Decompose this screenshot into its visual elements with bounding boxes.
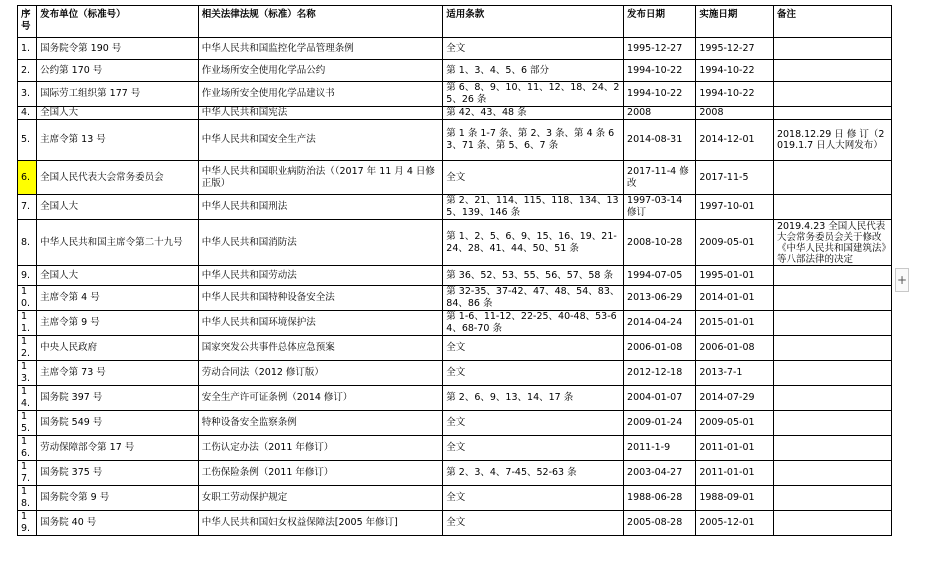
cell-note — [773, 486, 891, 511]
table-row — [18, 361, 892, 386]
cell-index: 4. — [18, 107, 37, 120]
cell-articles: 第 1、2、5、6、9、15、16、19、21-24、28、41、44、50、51 条 — [443, 220, 624, 266]
cell-effective-date: 2017-11-5 — [696, 161, 774, 195]
table-header-row — [18, 6, 892, 38]
cell-effective-date: 2014-01-01 — [696, 286, 774, 311]
cell-law: 女职工劳动保护规定 — [198, 486, 443, 511]
cell-effective-date: 1995-01-01 — [696, 266, 774, 286]
cell-publish-date: 1995-12-27 — [624, 38, 696, 60]
cell-index: 15. — [18, 411, 37, 436]
cell-publish-date: 2011-1-9 — [624, 436, 696, 461]
cell-publish-date: 1997-03-14 修订 — [624, 195, 696, 220]
cell-law: 国家突发公共事件总体应急预案 — [198, 336, 443, 361]
cell-effective-date: 2005-12-01 — [696, 511, 774, 536]
cell-articles: 全文 — [443, 436, 624, 461]
cell-articles: 第 6、8、9、10、11、12、18、24、25、26 条 — [443, 82, 624, 107]
table-row — [18, 161, 892, 195]
cell-index: 1. — [18, 38, 37, 60]
cell-law: 中华人民共和国消防法 — [198, 220, 443, 266]
cell-articles: 第 1 条 1-7 条、第 2、3 条、第 4 条 63、71 条、第 5、6、7 条 — [443, 120, 624, 161]
cell-publish-date: 1994-10-22 — [624, 60, 696, 82]
cell-publish-date: 2012-12-18 — [624, 361, 696, 386]
cell-articles: 第 42、43、48 条 — [443, 107, 624, 120]
cell-publish-date: 2008-10-28 — [624, 220, 696, 266]
table-row — [18, 38, 892, 60]
cell-index: 2. — [18, 60, 37, 82]
cell-unit: 中华人民共和国主席令第二十九号 — [37, 220, 199, 266]
cell-unit: 国务院令第 9 号 — [37, 486, 199, 511]
header-note: 备注 — [773, 6, 891, 38]
cell-index: 19. — [18, 511, 37, 536]
cell-law: 中华人民共和国监控化学品管理条例 — [198, 38, 443, 60]
cell-articles: 第 2、6、9、13、14、17 条 — [443, 386, 624, 411]
cell-note — [773, 107, 891, 120]
cell-effective-date: 1988-09-01 — [696, 486, 774, 511]
header-unit: 发布单位（标准号） — [37, 6, 199, 38]
cell-publish-date: 1994-10-22 — [624, 82, 696, 107]
table-row — [18, 311, 892, 336]
cell-note — [773, 336, 891, 361]
header-effective-date: 实施日期 — [696, 6, 774, 38]
cell-publish-date: 1994-07-05 — [624, 266, 696, 286]
header-articles: 适用条款 — [443, 6, 624, 38]
cell-unit: 公约第 170 号 — [37, 60, 199, 82]
table-row — [18, 60, 892, 82]
header-index: 序号 — [18, 6, 37, 38]
cell-note — [773, 411, 891, 436]
cell-law: 中华人民共和国职业病防治法（（2017 年 11 月 4 日修正版） — [198, 161, 443, 195]
cell-unit: 国务院 40 号 — [37, 511, 199, 536]
cell-articles: 全文 — [443, 38, 624, 60]
cell-unit: 国务院 549 号 — [37, 411, 199, 436]
cell-effective-date: 2014-12-01 — [696, 120, 774, 161]
cell-effective-date: 2011-01-01 — [696, 436, 774, 461]
cell-effective-date: 2014-07-29 — [696, 386, 774, 411]
cell-publish-date: 2008 — [624, 107, 696, 120]
cell-unit: 全国人大 — [37, 266, 199, 286]
cell-unit: 主席令第 9 号 — [37, 311, 199, 336]
cell-note: 2019.4.23 全国人民代表大会常务委员会关于修改《中华人民共和国建筑法》等八部法律的决定 — [773, 220, 891, 266]
cell-articles: 全文 — [443, 486, 624, 511]
plus-icon: + — [896, 273, 908, 287]
cell-law: 中华人民共和国劳动法 — [198, 266, 443, 286]
cell-note — [773, 286, 891, 311]
cell-effective-date: 2009-05-01 — [696, 411, 774, 436]
cell-note — [773, 311, 891, 336]
cell-law: 中华人民共和国安全生产法 — [198, 120, 443, 161]
cell-effective-date: 1997-10-01 — [696, 195, 774, 220]
cell-unit: 国际劳工组织第 177 号 — [37, 82, 199, 107]
cell-publish-date: 2005-08-28 — [624, 511, 696, 536]
cell-unit: 全国人大 — [37, 195, 199, 220]
cell-publish-date: 2004-01-07 — [624, 386, 696, 411]
cell-publish-date: 2009-01-24 — [624, 411, 696, 436]
cell-articles: 全文 — [443, 336, 624, 361]
cell-articles: 全文 — [443, 411, 624, 436]
table-row — [18, 286, 892, 311]
table-row — [18, 82, 892, 107]
cell-unit: 全国人民代表大会常务委员会 — [37, 161, 199, 195]
cell-index: 9. — [18, 266, 37, 286]
cell-unit: 主席令第 4 号 — [37, 286, 199, 311]
cell-effective-date: 1994-10-22 — [696, 82, 774, 107]
cell-note — [773, 266, 891, 286]
cell-effective-date: 1994-10-22 — [696, 60, 774, 82]
cell-effective-date: 2008 — [696, 107, 774, 120]
table-row — [18, 220, 892, 266]
table-row — [18, 461, 892, 486]
cell-index: 10. — [18, 286, 37, 311]
table-row — [18, 386, 892, 411]
cell-note: 2018.12.29 日 修 订（2019.1.7 日人大网发布） — [773, 120, 891, 161]
cell-unit: 国务院 397 号 — [37, 386, 199, 411]
cell-index: 18. — [18, 486, 37, 511]
cell-unit: 主席令第 73 号 — [37, 361, 199, 386]
cell-law: 工伤保险条例（2011 年修订） — [198, 461, 443, 486]
cell-index: 16. — [18, 436, 37, 461]
cell-note — [773, 511, 891, 536]
cell-law: 中华人民共和国妇女权益保障法[2005 年修订] — [198, 511, 443, 536]
cell-effective-date: 2011-01-01 — [696, 461, 774, 486]
cell-law: 劳动合同法（2012 修订版） — [198, 361, 443, 386]
cell-law: 安全生产许可证条例（2014 修订） — [198, 386, 443, 411]
cell-unit: 国务院令第 190 号 — [37, 38, 199, 60]
cell-unit: 主席令第 13 号 — [37, 120, 199, 161]
cell-law: 中华人民共和国刑法 — [198, 195, 443, 220]
document-page — [17, 5, 892, 536]
cell-index: 3. — [18, 82, 37, 107]
table-row — [18, 266, 892, 286]
cell-index: 12. — [18, 336, 37, 361]
cell-articles: 第 2、21、114、115、118、134、135、139、146 条 — [443, 195, 624, 220]
cell-note — [773, 361, 891, 386]
cell-articles: 第 2、3、4、7-45、52-63 条 — [443, 461, 624, 486]
cell-index: 13. — [18, 361, 37, 386]
table-row — [18, 436, 892, 461]
table-row — [18, 195, 892, 220]
cell-note — [773, 461, 891, 486]
cell-law: 中华人民共和国特种设备安全法 — [198, 286, 443, 311]
cell-effective-date: 2015-01-01 — [696, 311, 774, 336]
cell-note — [773, 38, 891, 60]
cell-unit: 劳动保障部令第 17 号 — [37, 436, 199, 461]
cell-note — [773, 161, 891, 195]
header-law: 相关法律法规（标准）名称 — [198, 6, 443, 38]
expand-tab-button[interactable] — [895, 268, 909, 292]
cell-unit: 全国人大 — [37, 107, 199, 120]
table-row — [18, 120, 892, 161]
table-row — [18, 486, 892, 511]
cell-note — [773, 195, 891, 220]
cell-law: 工伤认定办法（2011 年修订） — [198, 436, 443, 461]
cell-note — [773, 60, 891, 82]
table-row — [18, 107, 892, 120]
cell-index: 8. — [18, 220, 37, 266]
table-row — [18, 411, 892, 436]
cell-publish-date: 2013-06-29 — [624, 286, 696, 311]
cell-index: 6. — [18, 161, 37, 195]
table-row — [18, 511, 892, 536]
cell-index: 7. — [18, 195, 37, 220]
cell-publish-date: 2014-04-24 — [624, 311, 696, 336]
header-publish-date: 发布日期 — [624, 6, 696, 38]
cell-index: 5. — [18, 120, 37, 161]
cell-publish-date: 2003-04-27 — [624, 461, 696, 486]
table-row — [18, 336, 892, 361]
cell-articles: 全文 — [443, 511, 624, 536]
cell-publish-date: 1988-06-28 — [624, 486, 696, 511]
cell-note — [773, 82, 891, 107]
cell-law: 作业场所安全使用化学品建议书 — [198, 82, 443, 107]
cell-law: 中华人民共和国环境保护法 — [198, 311, 443, 336]
cell-note — [773, 386, 891, 411]
cell-articles: 第 32-35、37-42、47、48、54、83、84、86 条 — [443, 286, 624, 311]
cell-unit: 国务院 375 号 — [37, 461, 199, 486]
cell-law: 中华人民共和国宪法 — [198, 107, 443, 120]
cell-index: 17. — [18, 461, 37, 486]
cell-articles: 第 1-6、11-12、22-25、40-48、53-64、68-70 条 — [443, 311, 624, 336]
cell-index: 11. — [18, 311, 37, 336]
cell-publish-date: 2014-08-31 — [624, 120, 696, 161]
cell-articles: 全文 — [443, 161, 624, 195]
cell-publish-date: 2017-11-4 修改 — [624, 161, 696, 195]
cell-effective-date: 2009-05-01 — [696, 220, 774, 266]
cell-effective-date: 2013-7-1 — [696, 361, 774, 386]
cell-effective-date: 1995-12-27 — [696, 38, 774, 60]
cell-articles: 第 36、52、53、55、56、57、58 条 — [443, 266, 624, 286]
cell-effective-date: 2006-01-08 — [696, 336, 774, 361]
cell-law: 特种设备安全监察条例 — [198, 411, 443, 436]
cell-articles: 第 1、3、4、5、6 部分 — [443, 60, 624, 82]
cell-note — [773, 436, 891, 461]
cell-publish-date: 2006-01-08 — [624, 336, 696, 361]
cell-unit: 中央人民政府 — [37, 336, 199, 361]
cell-law: 作业场所安全使用化学品公约 — [198, 60, 443, 82]
cell-articles: 全文 — [443, 361, 624, 386]
cell-index: 14. — [18, 386, 37, 411]
regulations-table — [17, 5, 892, 536]
